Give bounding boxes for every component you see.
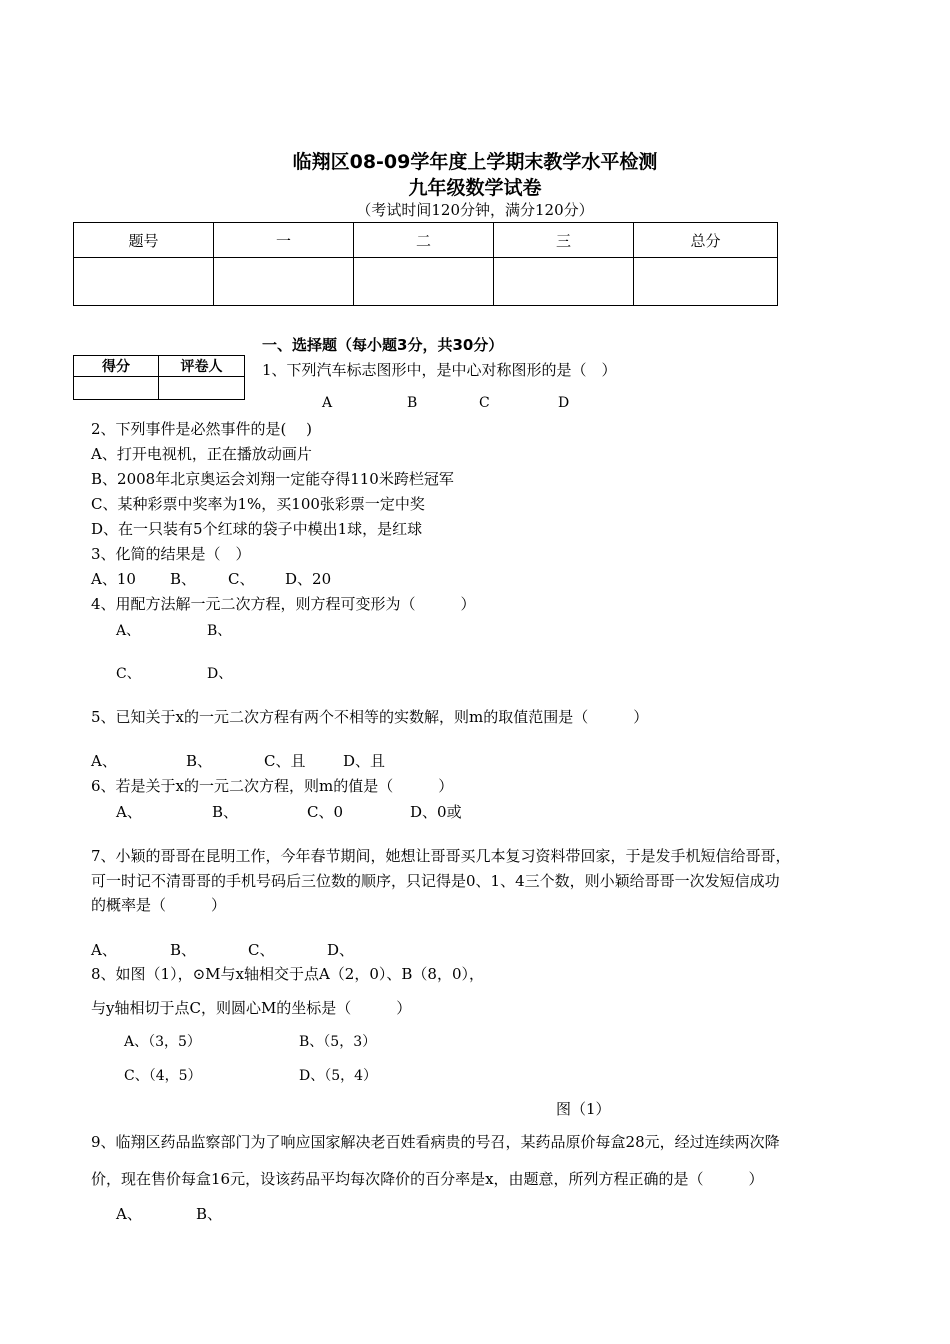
q1-stem: 1、下列汽车标志图形中，是中心对称图形的是（ ） <box>262 361 617 379</box>
exam-time-note: （考试时间120分钟，满分120分） <box>356 201 594 219</box>
q8-option-a: A、（3，5） <box>124 1034 201 1050</box>
grader-header-row <box>74 356 245 377</box>
q3-option-b: B、 <box>170 570 197 588</box>
q2-option-b: B、2008年北京奥运会刘翔一定能夺得110米跨栏冠军 <box>91 470 454 488</box>
score-entry-cell <box>494 258 634 306</box>
q7-stem-line1: 7、小颖的哥哥在昆明工作，今年春节期间，她想让哥哥买几本复习资料带回家，于是发手机短信给哥哥， <box>91 847 791 865</box>
q7-option-a: A、 <box>91 941 117 959</box>
q2-stem: 2、下列事件是必然事件的是( ) <box>91 420 313 438</box>
q7-option-b: B、 <box>170 941 197 959</box>
grader-entry-cell <box>74 377 159 400</box>
q7-stem-line3: 的概率是（ ） <box>91 896 227 914</box>
exam-subject-title: 九年级数学试卷 <box>408 177 542 199</box>
grader-table <box>73 355 245 400</box>
score-entry-cell <box>634 258 778 306</box>
q5-option-a: A、 <box>91 752 117 770</box>
q1-option-d: D <box>558 395 570 411</box>
q7-option-c: C、 <box>248 941 275 959</box>
q9-option-b: B、 <box>196 1205 223 1223</box>
q3-stem: 3、化简的结果是（ ） <box>91 545 251 563</box>
score-header-cell: 三 <box>494 223 634 258</box>
score-entry-cell <box>214 258 354 306</box>
q6-stem: 6、若是关于x的一元二次方程，则m的值是（ ） <box>91 777 454 795</box>
q5-stem: 5、已知关于x的一元二次方程有两个不相等的实数解，则m的取值范围是（ ） <box>91 708 649 726</box>
q6-option-a: A、 <box>116 803 142 821</box>
q5-option-c: C、且 <box>264 752 306 770</box>
section1-heading: 一、选择题（每小题3分，共30分） <box>262 336 504 354</box>
q2-option-c: C、某种彩票中奖率为1%，买100张彩票一定中奖 <box>91 495 425 513</box>
score-header-cell: 总分 <box>634 223 778 258</box>
q3-option-d: D、20 <box>285 570 332 588</box>
q5-option-d: D、且 <box>343 752 386 770</box>
q8-stem-line1: 8、如图（1），⊙M与x轴相交于点A（2，0）、B（8，0）， <box>91 965 485 983</box>
q1-option-b: B <box>407 395 418 411</box>
q6-option-c: C、0 <box>307 803 344 821</box>
q2-option-d: D、在一只装有5个红球的袋子中模出1球，是红球 <box>91 520 423 538</box>
q4-option-d: D、 <box>207 666 233 682</box>
q8-figure-caption: 图（1） <box>556 1100 611 1118</box>
q7-stem-line2: 可一时记不清哥哥的手机号码后三位数的顺序，只记得是0、1、4三个数，则小颖给哥哥一次发短信成功 <box>91 872 780 890</box>
q9-stem-line2: 价，现在售价每盒16元，设该药品平均每次降价的百分率是x，由题意，所列方程正确的是（ ） <box>91 1170 764 1188</box>
score-entry-cell <box>74 258 214 306</box>
grader-header-cell: 得分 <box>74 356 159 377</box>
q9-option-a: A、 <box>116 1205 142 1223</box>
q9-stem-line1: 9、临翔区药品监察部门为了响应国家解决老百姓看病贵的号召，某药品原价每盒28元，经过连续两次降 <box>91 1133 780 1151</box>
q6-option-b: B、 <box>212 803 239 821</box>
q4-stem: 4、用配方法解一元二次方程，则方程可变形为（ ） <box>91 595 476 613</box>
q4-option-b: B、 <box>207 623 232 639</box>
q1-option-a: A <box>322 395 333 411</box>
q8-option-b: B、（5，3） <box>299 1034 377 1050</box>
q3-option-a: A、10 <box>91 570 136 588</box>
exam-title: 临翔区08-09学年度上学期末教学水平检测 <box>292 151 658 173</box>
score-entry-cell <box>354 258 494 306</box>
q3-option-c: C、 <box>228 570 255 588</box>
q8-option-d: D、（5，4） <box>299 1068 378 1084</box>
q8-option-c: C、（4，5） <box>124 1068 202 1084</box>
q7-option-d: D、 <box>327 941 355 959</box>
q2-option-a: A、打开电视机，正在播放动画片 <box>91 445 312 463</box>
score-header-cell: 一 <box>214 223 354 258</box>
q5-option-b: B、 <box>186 752 213 770</box>
q1-option-c: C <box>479 395 490 411</box>
grader-entry-cell <box>159 377 245 400</box>
score-table-entry-row <box>74 258 778 306</box>
q8-stem-line2: 与y轴相切于点C，则圆心M的坐标是（ ） <box>91 999 412 1017</box>
score-header-cell: 二 <box>354 223 494 258</box>
q4-option-a: A、 <box>116 623 141 639</box>
q6-option-d: D、0或 <box>410 803 462 821</box>
q4-option-c: C、 <box>116 666 141 682</box>
score-table <box>73 222 778 306</box>
score-header-cell: 题号 <box>74 223 214 258</box>
grader-entry-row <box>74 377 245 400</box>
score-table-header-row <box>74 223 778 258</box>
grader-header-cell: 评卷人 <box>159 356 245 377</box>
